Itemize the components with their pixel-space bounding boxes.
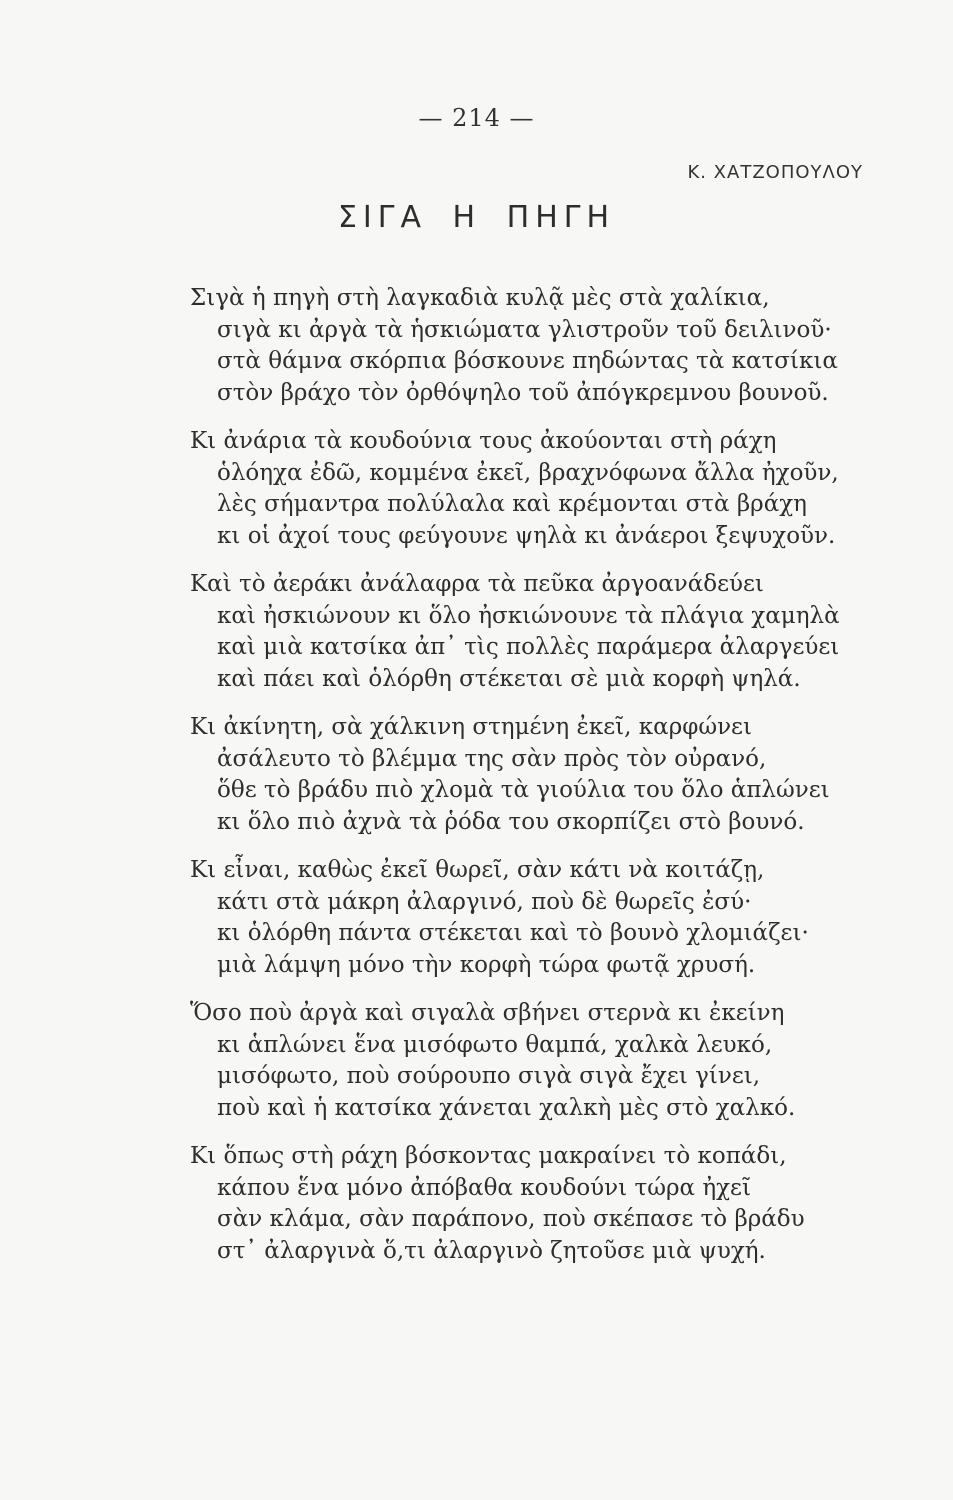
poem-line: στ᾿ ἀλαργινὰ ὅ,τι ἀλαργινὸ ζητοῦσε μιὰ ψυχή. (217, 1237, 766, 1264)
poem-line: ἀσάλευτο τὸ βλέμμα της σὰν πρὸς τὸν οὐρανό, (217, 745, 767, 772)
poem-line: μισόφωτο, ποὺ σούρουπο σιγὰ σιγὰ ἔχει γίνει, (217, 1063, 761, 1089)
poem-line: λὲς σήμαντρα πολύλαλα καὶ κρέμονται στὰ βράχη (217, 491, 807, 517)
poem-line: Κι ἀκίνητη, σὰ χάλκινη στημένη ἐκεῖ, καρφώνει (190, 714, 752, 740)
poem-line: σὰν κλάμα, σὰν παράπονο, ποὺ σκέπασε τὸ βράδυ (217, 1206, 805, 1232)
poem-line: Σιγὰ ἡ πηγὴ στὴ λαγκαδιὰ κυλᾷ μὲς στὰ χαλίκια, (190, 285, 770, 311)
poem-line: Κι ὅπως στὴ ράχη βόσκοντας μακραίνει τὸ κοπάδι, (190, 1143, 787, 1169)
poem-line: καὶ πάει καὶ ὁλόρθη στέκεται σὲ μιὰ κορφὴ ψηλά. (217, 665, 801, 692)
stanza-6 (190, 998, 890, 1124)
poem-line: Καὶ τὸ ἀεράκι ἀνάλαφρα τὰ πεῦκα ἀργοανάδεύει (190, 571, 764, 597)
poem-line: κι οἱ ἀχοί τους φεύγουνε ψηλὰ κι ἀνάεροι ξεψυχοῦν. (217, 522, 836, 549)
poem-line: σιγὰ κι ἀργὰ τὰ ἡσκιώματα γλιστροῦν τοῦ δειλινοῦ· (217, 316, 832, 343)
poem-line: μιὰ λάμψη μόνο τὴν κορφὴ τώρα φωτᾷ χρυσή. (217, 951, 756, 978)
poem-line: ὅθε τὸ βράδυ πιὸ χλομὰ τὰ γιούλια του ὅλο ἁπλώνει (217, 777, 830, 803)
stanza-2 (190, 426, 890, 552)
poem-line: στὰ θάμνα σκόρπια βόσκουνε πηδώντας τὰ κατσίκια (217, 348, 838, 374)
poem-line: κάτι στὰ μάκρη ἀλαργινό, ποὺ δὲ θωρεῖς ἐσύ· (217, 888, 752, 915)
poem-line: κι ὁλόρθη πάντα στέκεται καὶ τὸ βουνὸ χλομιάζει· (217, 920, 809, 946)
poem-line: Ὅσο ποὺ ἀργὰ καὶ σιγαλὰ σβήνει στερνὰ κι ἐκείνη (190, 1000, 785, 1026)
poem-line: κι ἁπλώνει ἕνα μισόφωτο θαμπά, χαλκὰ λευκό, (217, 1031, 773, 1058)
stanza-7 (190, 1141, 890, 1267)
poem-line: στὸν βράχο τὸν ὀρθόψηλο τοῦ ἀπόγκρεμνου βουνοῦ. (217, 379, 829, 406)
poem-line: καὶ μιὰ κατσίκα ἀπ᾿ τὶς πολλὲς παράμερα ἀλαργεύει (217, 634, 840, 660)
poem-line: κάπου ἕνα μόνο ἀπόβαθα κουδούνι τώρα ἠχεῖ (217, 1174, 751, 1201)
stanza-3 (190, 569, 890, 695)
poem-line: Κι εἶναι, καθὼς ἐκεῖ θωρεῖ, σὰν κάτι νὰ κοιτάζῃ, (190, 857, 765, 883)
poem-line: ποὺ καὶ ἡ κατσίκα χάνεται χαλκὴ μὲς στὸ χαλκό. (217, 1094, 796, 1121)
poem-line: καὶ ἠσκιώνουν κι ὅλο ἠσκιώνουνε τὰ πλάγια χαμηλὰ (217, 602, 840, 629)
page-number: — 214 — (418, 104, 535, 132)
poem-body (190, 283, 890, 1284)
author-name: Κ. ΧΑΤΖΟΠΟΥΛΟΥ (687, 162, 863, 183)
stanza-5 (190, 855, 890, 981)
stanza-4 (190, 712, 890, 838)
poem-line: κι ὅλο πιὸ ἀχνὰ τὰ ῥόδα του σκορπίζει στὸ βουνό. (217, 808, 805, 835)
poem-line: ὁλόηχα ἐδῶ, κομμένα ἐκεῖ, βραχνόφωνα ἄλλα ἠχοῦν, (217, 459, 839, 486)
poem-line: Κι ἀνάρια τὰ κουδούνια τους ἀκούονται στὴ ράχη (190, 428, 777, 454)
poem-title: ΣΙΓΑ Η ΠΗΓΗ (337, 200, 616, 235)
stanza-1 (190, 283, 890, 409)
